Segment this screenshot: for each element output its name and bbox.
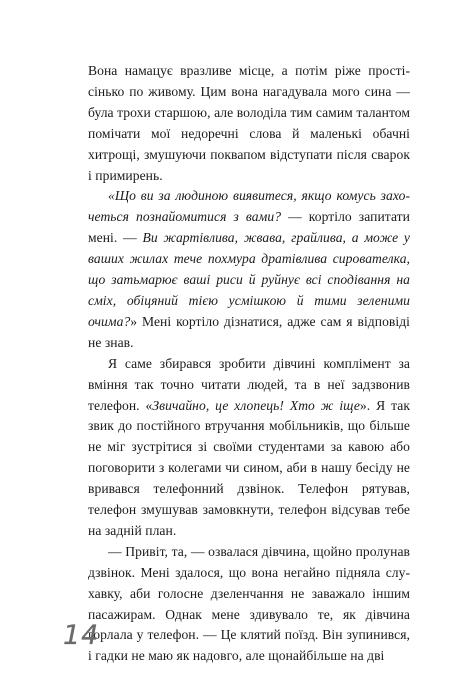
paragraph-3 [88, 354, 410, 542]
paragraph-1-text: Вона намацує вразливе місце, а потім ріже простісінько по живому. Цим вона нагадувала мого сина — була трохи старшою, але володіла тим самим талантом помічати мої недоречні слова й маленькі обачні хитрощі, змушуючи поквапом відступати після сварок і примирень. [88, 63, 410, 183]
paragraph-2-narration-2: » Мені кортіло дізнатися, адже сам я відповіді не знав. [88, 313, 410, 350]
page-number [63, 620, 99, 651]
paragraph-4 [88, 542, 410, 667]
paragraph-3-narration-2: ». Я так звик до постійного втручання мобільників, що більше не міг зустрітися зі своїми студентами за кавою або поговорити з колегами чи сином, аби в нашу бесіду не вривався телефонний дзвінок. Телефон рятував, телефон змушував замовкнути, телефон відсував тебе на задній план. [88, 397, 410, 538]
paragraph-2-quote-2: Ви жартівлива, жвава, грайлива, а може у ваших жилах тече похмура дратівлива сирователка, що затьмарює ваші риси й руйнує всі сподівання на сміх, обіцяний тією усмішкою й тими зеленими очима? [88, 230, 410, 329]
paragraph-1 [88, 61, 410, 186]
paragraph-2 [88, 186, 410, 353]
paragraph-3-narration-1: Я саме збирався зробити дівчині комплімент за вміння так точно читати людей, та в неї задзвонив телефон. « [88, 355, 410, 413]
paragraph-2-narration-1: — кортіло запитати мені. — [88, 209, 410, 246]
paragraph-4-text: — Привіт, та, — озвалася дівчина, щойно пролунав дзвінок. Мені здалося, що вона негайно підняла слухавку, аби голосне дзеленчання не заважало іншим пасажирам. Однак мене здивувало те, як дівчина горлала у телефон. — Це клятий поїзд. Він зупинився, і гадки не маю як надовго, але щонайбільше на дві [88, 543, 410, 664]
paragraph-2-quote-1: «Що ви за людиною виявитеся, якщо комусь захочеться познайомитися з вами? [88, 188, 410, 225]
body-text [88, 61, 410, 667]
page-number-digits: 14 [63, 620, 100, 651]
paragraph-3-quote: Звичайно, це хлопець! Хто ж іще [152, 397, 360, 413]
